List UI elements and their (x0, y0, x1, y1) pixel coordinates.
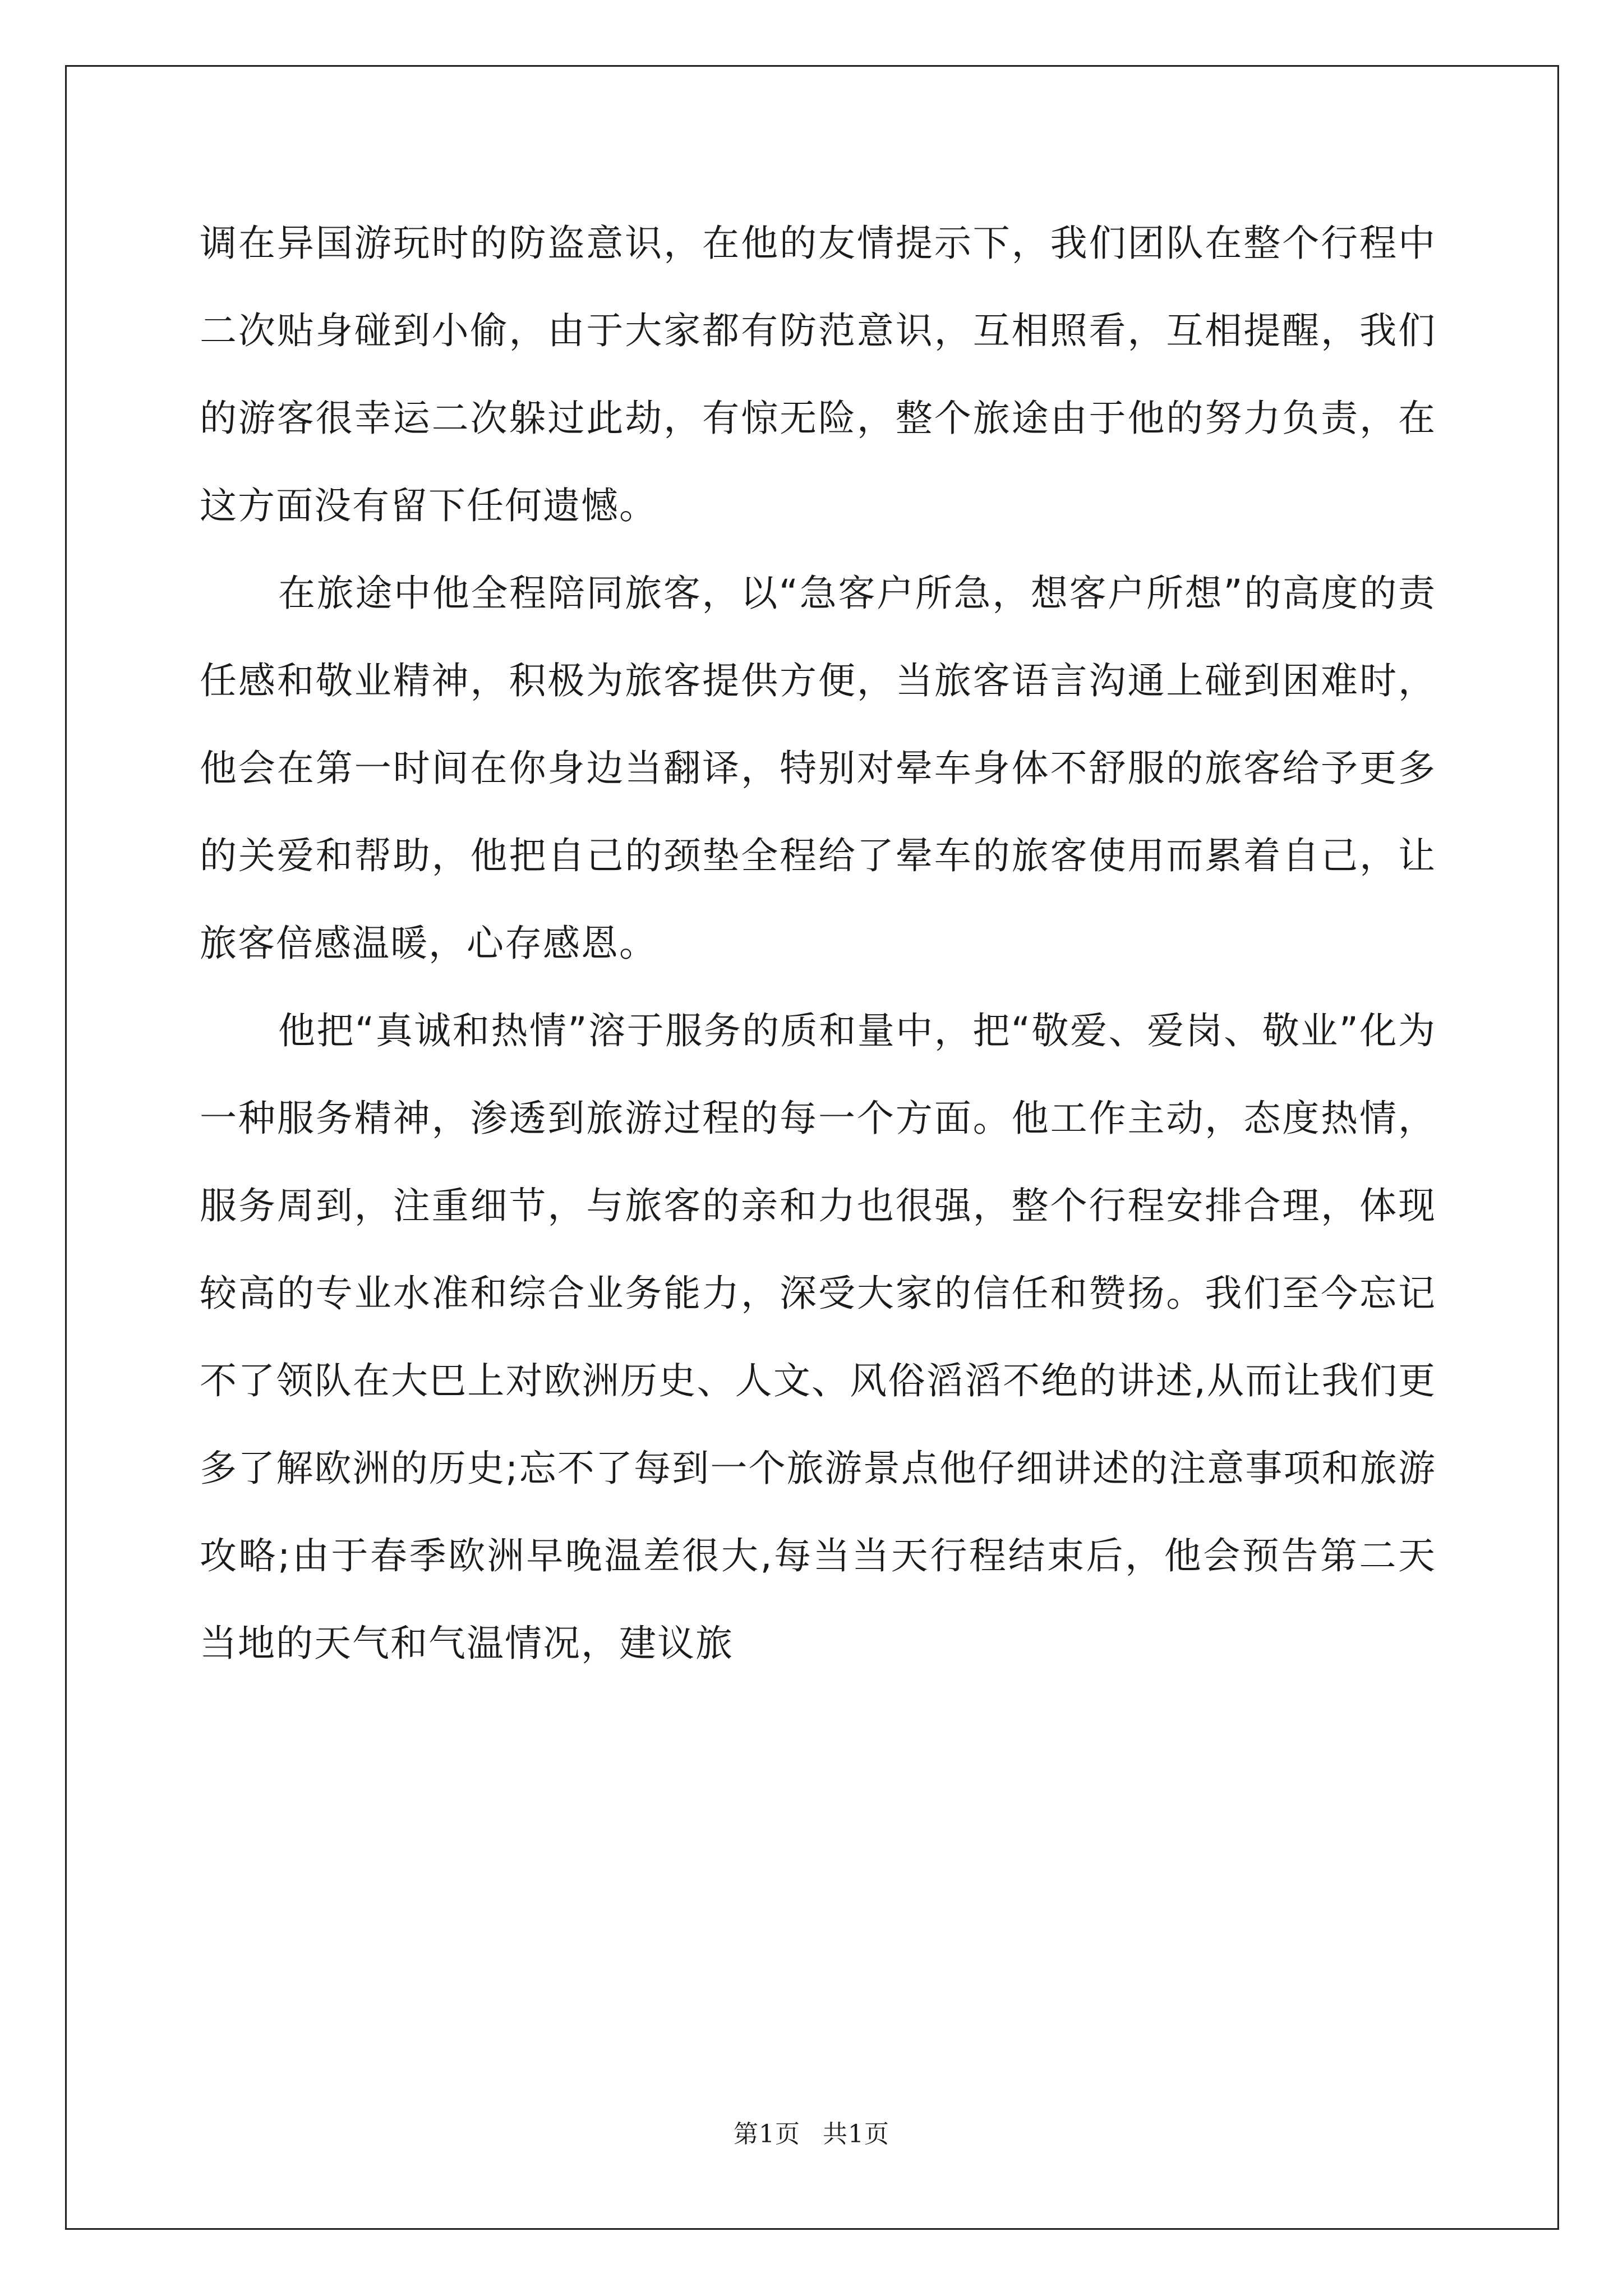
page-footer (0, 2114, 1623, 2150)
document-body (200, 200, 1436, 1687)
paragraph: 在旅途中他全程陪同旅客，以“急客户所急，想客户所想”的高度的责任感和敬业精神，积极为旅客提供方便，当旅客语言沟通上碰到困难时，他会在第一时间在你身边当翻译，特别对晕车身体不舒服的旅客给予更多的关爱和帮助，他把自己的颈垫全程给了晕车的旅客使用而累着自己，让旅客倍感温暖，心存感恩。 (200, 572, 1436, 965)
paragraph: 他把“真诚和热情”溶于服务的质和量中，把“敬爱、爱岗、敬业”化为一种服务精神，渗透到旅游过程的每一个方面。他工作主动，态度热情，服务周到，注重细节，与旅客的亲和力也很强，整个行程安排合理，体现较高的专业水准和综合业务能力，深受大家的信任和赞扬。我们至今忘记不了领队在大巴上对欧洲历史、人文、风俗滔滔不绝的讲述,从而让我们更多了解欧洲的历史;忘不了每到一个旅游景点他仔细讲述的注意事项和旅游攻略;由于春季欧洲早晚温差很大,每当当天行程结束后，他会预告第二天当地的天气和气温情况，建议旅 (200, 1009, 1436, 1665)
paragraph-continued: 调在异国游玩时的防盗意识，在他的友情提示下，我们团队在整个行程中二次贴身碰到小偷，由于大家都有防范意识，互相照看，互相提醒，我们的游客很幸运二次躲过此劫，有惊无险，整个旅途由于他的努力负责，在这方面没有留下任何遗憾。 (200, 222, 1436, 527)
page-total: 共1页 (823, 2120, 889, 2148)
page-number: 第1页 (734, 2120, 800, 2148)
